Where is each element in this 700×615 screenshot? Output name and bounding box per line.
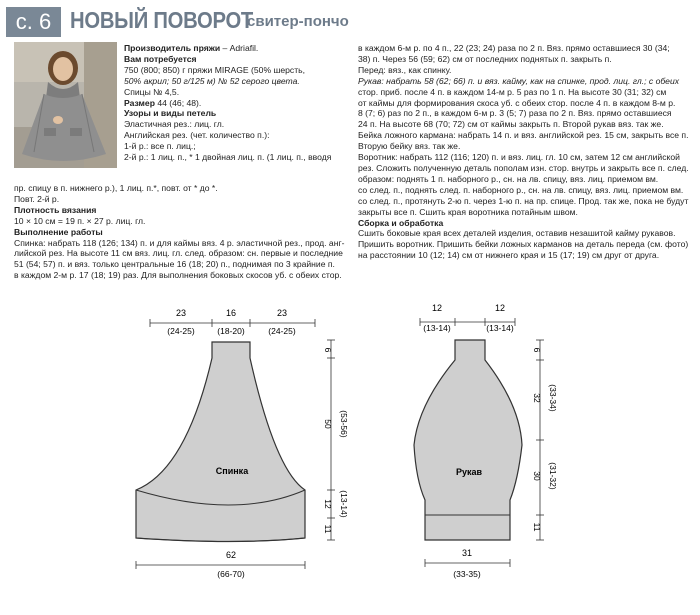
needles: Спицы № 4,5. [124,86,180,97]
text-line: образом: поднять 1 п. наборного р., сн. на лв. спицу, вяз. лиц. приемом вм. [358,173,659,184]
text-line: стор. приб. после 4 п. в каждом 14-м р. 5 раз по 1 п. На высоте 30 (31; 32) см [358,86,667,97]
back-side-band-alt: (13-14) [339,490,349,518]
back-top-mid: 16 [225,308,237,318]
back-label: Спинка [215,466,249,476]
text-line: в каждом 2-м р. 17 (18; 19) раз. Для выполнения боковых скосов уб. с обеих стор. [14,270,342,281]
text-line: Перед: вяз., как спинку. [358,64,452,75]
sleeve-label: Рукав [455,467,483,477]
text-line: лийской рез. На высоте 11 см вяз. лиц. гл. след. образом: сн. первые и последние [14,248,343,259]
sleeve-side-lower: 30 [532,471,542,481]
text-line: 38) п. Через 56 (59; 62) см от последних поднятых п. закрыть п. [358,53,612,64]
text-line: Повт. 2-й р. [14,193,60,204]
patterns-heading: Узоры и виды петель [124,108,217,119]
back-top-right-alt: (24-25) [268,326,296,336]
back-top-right: 23 [276,308,288,318]
text-line: на расстоянии 10 (12; 14) см от нижнего края и 15 (17; 19) см друг от друга. [358,250,660,261]
back-side-bottom: 11 [323,524,333,534]
text-line: Рукав: набрать 58 (62; 66) п. и вяз. кайму, как на спинке, прод. лиц. гл.; с обеих [358,75,680,86]
back-piece-shape [136,342,305,542]
sleeve-side-upper-alt: (33-34) [548,384,558,412]
text-line: в каждом 6-м р. по 4 п., 22 (23; 24) раза по 2 п. Вяз. прямо оставшиеся 30 (34; [358,43,670,53]
sleeve-top-right: 12 [494,303,506,313]
text-line: 51 (54; 57) п. и вяз. только центральные 16 (18; 20) п., поднимая по 3 крайние п. [14,259,335,270]
text-line: закрыты все п. Сшить края воротника потайным швом. [358,206,578,217]
text-line: пр. спицу в п. нижнего р.), 1 лиц. п.*, повт. от * до *. [14,183,218,193]
text-line: рез. Сложить полученную деталь пополам изн. стор. внутрь и закрыть все п. след. [358,162,689,173]
text-line: Спинка: набрать 118 (126; 134) п. и для каймы вяз. 4 р. эластичной рез., прод. анг- [14,237,345,248]
text-line: от каймы для формирования скоса уб. с обеих стор. после 4 п. в каждом 8-м р. [358,97,676,108]
pattern-line: 2-й р.: 1 лиц. п., * 1 двойная лиц. п. (1 лиц. п., вводя [124,152,332,163]
gauge-value: 10 × 10 см = 19 п. × 27 р. лиц. гл. [14,215,146,226]
sleeve-side-upper: 32 [532,393,542,403]
pattern-subtitle: свитер-пончо [247,13,349,30]
sleeve-schematic [414,303,558,579]
text-line: Вторую бейку вяз. так же. [358,141,461,152]
text-line: 8 (7; 6) раз по 2 п., в каждом 6-м р. 3 (5; 7) раза по 2 п. Вяз. прямо оставшиеся [358,108,672,119]
sleeve-side-lower-alt: (31-32) [548,462,558,490]
sleeve-top-right-alt: (13-14) [486,323,514,333]
pattern-title: НОВЫЙ ПОВОРОТ [70,7,254,33]
back-side-mid-alt: (53-56) [339,410,349,438]
sleeve-side-bottom: 11 [532,522,542,532]
pattern-line: 1-й р.: все п. лиц.; [124,141,196,152]
back-side-mid: 50 [323,419,333,429]
sleeve-piece-shape [414,340,522,540]
back-top-left-alt: (24-25) [167,326,195,336]
instructions-heading: Выполнение работы [14,226,103,237]
pattern-line: Английская рез. (чет. количество п.): [124,130,270,141]
text-line: Бейка ложного кармана: набрать 14 п. и вяз. английской рез. 15 см, закрыть все п. [358,130,689,141]
text-line: со след. п., протянуть 2-ю п. через 1-ю п. на пр. спице. Прод. так же, пока не будут [358,195,689,206]
yarn-maker-label: Производитель пряжи [124,43,221,53]
sleeve-top-left-alt: (13-14) [423,323,451,333]
text-line: со след. п., поднять след. п. наборного р., сн. на лв. спицу, вяз. лиц. приемом вм. [358,184,684,195]
back-bottom: 62 [225,550,237,560]
back-side-band: 12 [323,499,333,509]
back-top-mid-alt: (18-20) [217,326,245,336]
pattern-line: Эластичная рез.: лиц. гл. [124,119,225,130]
text-line: Пришить воротник. Пришить бейки ложных карманов на деталь переда (см. фото) [358,239,689,250]
text-line: Воротник: набрать 112 (116; 120) п. и вяз. лиц. гл. 10 см, затем 12 см английской [358,152,680,163]
page-number-badge: с. 6 [6,7,61,37]
text-line: Сшить боковые края всех деталей изделия, оставив незашитой кайму рукавов. [358,228,676,239]
sleeve-side-top: 6 [532,347,542,353]
back-top-left: 23 [175,308,187,318]
back-bottom-alt: (66-70) [217,569,245,579]
you-need-heading: Вам потребуется [124,53,197,64]
gauge-heading: Плотность вязания [14,204,97,215]
size-value: 44 (46; 48). [154,97,202,108]
assembly-heading: Сборка и обработка [358,217,444,228]
back-side-top: 6 [323,347,333,353]
yarn-amount: 750 (800; 850) г пряжи MIRAGE (50% шерсть, [124,64,306,75]
back-schematic [136,308,349,579]
sleeve-top-left: 12 [431,303,443,313]
size-label: Размер [124,97,155,108]
sleeve-bottom-alt: (33-35) [453,569,481,579]
yarn-maker-value: – Adriafil. [220,43,259,53]
sleeve-bottom: 31 [461,548,473,558]
yarn-composition: 50% акрил; 50 г/125 м) № 52 серого цвета. [124,75,300,86]
text-line: 24 п. На высоте 68 (70; 72) см от каймы закрыть п. Второй рукав вяз. так же. [358,119,664,130]
